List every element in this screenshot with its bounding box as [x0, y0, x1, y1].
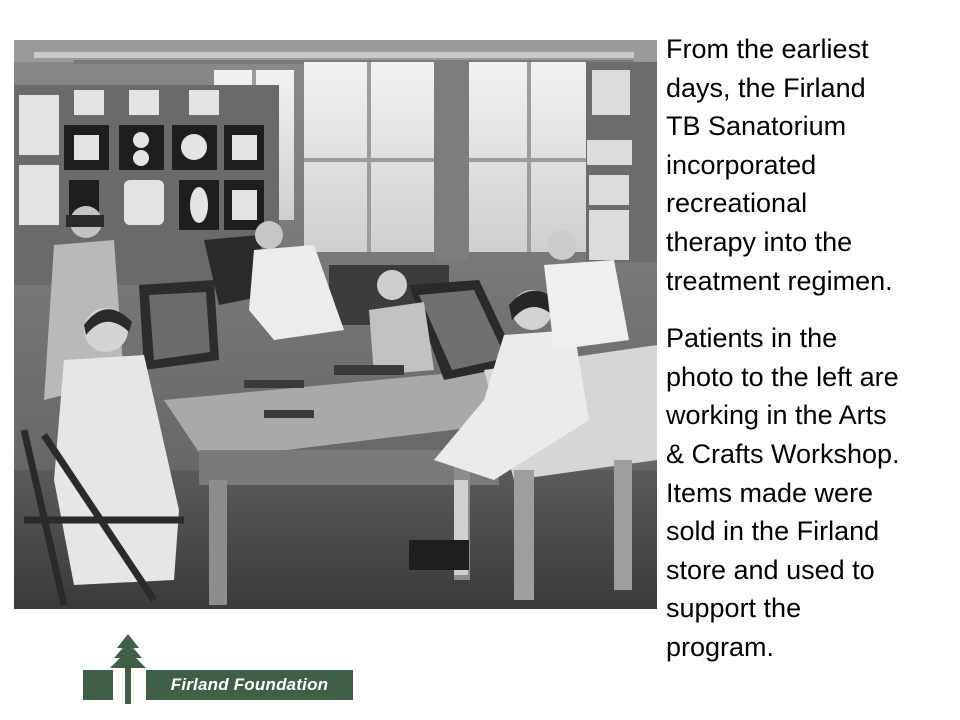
caption-text: [666, 30, 954, 667]
firland-foundation-logo: [80, 630, 360, 710]
caption-paragraph-intro: From the earliest days, the Firland TB Sanatorium incorporated recreational therapy into the treatment regimen.: [666, 34, 893, 296]
caption-paragraph-workshop: Patients in the photo to the left are working in the Arts & Crafts Workshop. Items made were sold in the Firland store and used to support the program.: [666, 323, 900, 662]
workshop-photo: [14, 40, 657, 609]
pine-tree-icon: [108, 634, 148, 704]
logo-name: Firland Foundation: [146, 670, 353, 700]
